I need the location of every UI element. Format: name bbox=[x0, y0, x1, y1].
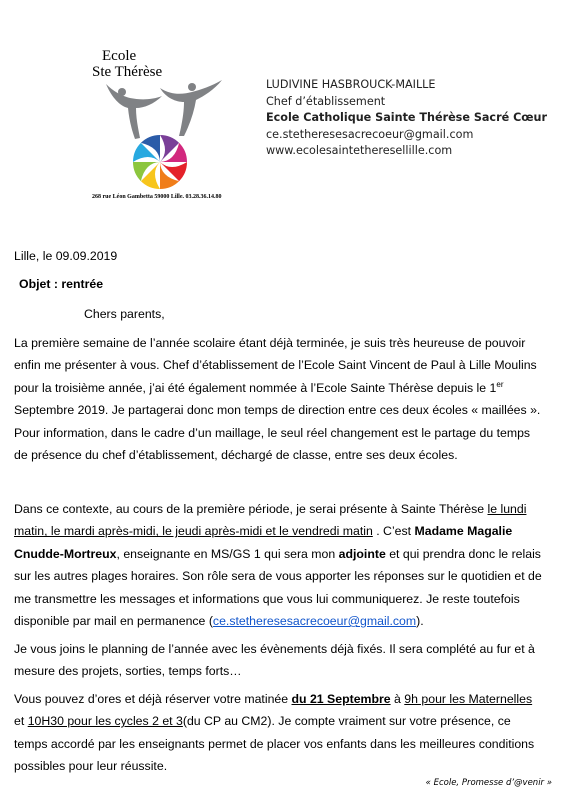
text-line: Septembre 2019. Je partagerai donc mon temps de direction entre ces deux écoles « maillées ». bbox=[14, 403, 541, 418]
logo-line-2: Ste Thérèse bbox=[92, 64, 163, 80]
letter-date: Lille, le 09.09.2019 bbox=[14, 249, 118, 263]
logo-school-name bbox=[92, 48, 164, 80]
school-address: 268 rue Léon Gambetta 59000 Lille. 03.28.36.14.80 bbox=[92, 194, 222, 200]
text-span: disponible par mail en permanence ( bbox=[14, 614, 213, 629]
color-wheel-logo bbox=[133, 135, 187, 189]
text-span: Vous pouvez d’ores et déjà réserver votre matinée bbox=[14, 692, 292, 706]
bold-text: Madame Magalie bbox=[414, 524, 513, 539]
sender-email[interactable]: ce.stetheresesacrecoeur@gmail.com bbox=[266, 127, 474, 141]
text-span: ). bbox=[416, 614, 424, 629]
text-line bbox=[14, 498, 554, 520]
text-line: temps accordé par les enseignants permet de placer vos enfants dans les meilleures conditions bbox=[14, 736, 535, 751]
text-line: Pour information, dans le cadre d’un maillage, le seul réel changement est le partage du temps bbox=[14, 425, 531, 440]
superscript: er bbox=[496, 379, 504, 389]
text-line: La première semaine de l’année scolaire étant déjà terminée, je suis très heureuse de pouvoir bbox=[14, 336, 526, 350]
text-span: (du CP au CM2). Je compte vraiment sur votre présence, ce bbox=[182, 714, 511, 729]
paragraph-schedule bbox=[14, 498, 554, 632]
text-span: et qui prendra donc le relais bbox=[385, 546, 541, 561]
bold-text: Cnudde-Mortreux bbox=[14, 546, 117, 561]
text-line: mesure des projets, sorties, temps forts… bbox=[14, 664, 242, 679]
letter-subject: Objet : rentrée bbox=[19, 277, 104, 291]
letter-greeting: Chers parents, bbox=[84, 307, 165, 321]
underlined-text: 9h pour les Maternelles bbox=[404, 692, 533, 706]
text-line bbox=[14, 520, 554, 542]
dancers-figure-logo bbox=[106, 80, 222, 139]
text-line: Je vous joins le planning de l’année avec les évènements déjà fixés. Il sera complété au fur et à bbox=[14, 642, 535, 656]
school-logo bbox=[100, 78, 230, 190]
school-motto: « Ecole, Promesse d’@venir » bbox=[425, 778, 552, 788]
text-span: . C’est bbox=[372, 524, 415, 539]
paragraph-planning bbox=[14, 638, 554, 683]
bold-underlined-text: du 21 Septembre bbox=[291, 692, 391, 706]
email-link[interactable]: ce.stetheresesacrecoeur@gmail.com bbox=[212, 614, 417, 629]
sender-block bbox=[266, 77, 547, 160]
sender-website[interactable]: www.ecolesaintetheresellille.com bbox=[266, 144, 453, 157]
underlined-text: le lundi bbox=[487, 502, 527, 516]
text-line: possibles pour leur réussite. bbox=[14, 759, 168, 774]
paragraph-event bbox=[14, 688, 554, 778]
bold-text: adjointe bbox=[338, 546, 386, 561]
text-span: à bbox=[390, 692, 405, 706]
text-span: et bbox=[14, 714, 28, 729]
paragraph-intro bbox=[14, 332, 554, 466]
underlined-text: 10H30 pour les cycles 2 et 3 bbox=[27, 714, 183, 729]
text-line bbox=[14, 543, 554, 565]
text-line bbox=[14, 710, 554, 732]
text-span: Dans ce contexte, au cours de la première période, je serai présente à Sainte Thérèse bbox=[14, 502, 488, 516]
sender-name: LUDIVINE HASBROUCK-MAILLE bbox=[266, 78, 436, 91]
text-span: pour la troisième année, j’ai été également nommée à l’Ecole Sainte Thérèse depuis le 1 bbox=[14, 380, 497, 395]
text-line: de présence du chef d’établissement, déchargé de classe, entre ses deux écoles. bbox=[14, 448, 458, 463]
text-line bbox=[14, 688, 554, 710]
text-line: sur les autres plages horaires. Son rôle sera de vous apporter les réponses sur le quotidien et de bbox=[14, 569, 542, 584]
text-line: enfin me présenter à vous. Chef d’établissement de l’Ecole Saint Vincent de Paul à Lille Moulins bbox=[14, 358, 537, 373]
text-line: me transmettre les messages et informations que vous lui communiquerez. Je reste toutefois bbox=[14, 591, 520, 606]
sender-role: Chef d’établissement bbox=[266, 94, 386, 108]
text-line bbox=[14, 610, 554, 632]
sender-school: Ecole Catholique Sainte Thérèse Sacré Cœur bbox=[266, 111, 547, 124]
text-line bbox=[14, 377, 554, 399]
logo-line-1: Ecole bbox=[102, 48, 137, 64]
text-span: , enseignante en MS/GS 1 qui sera mon bbox=[116, 546, 339, 561]
underlined-text: matin, le mardi après-midi, le jeudi après-midi et le vendredi matin bbox=[14, 524, 373, 539]
